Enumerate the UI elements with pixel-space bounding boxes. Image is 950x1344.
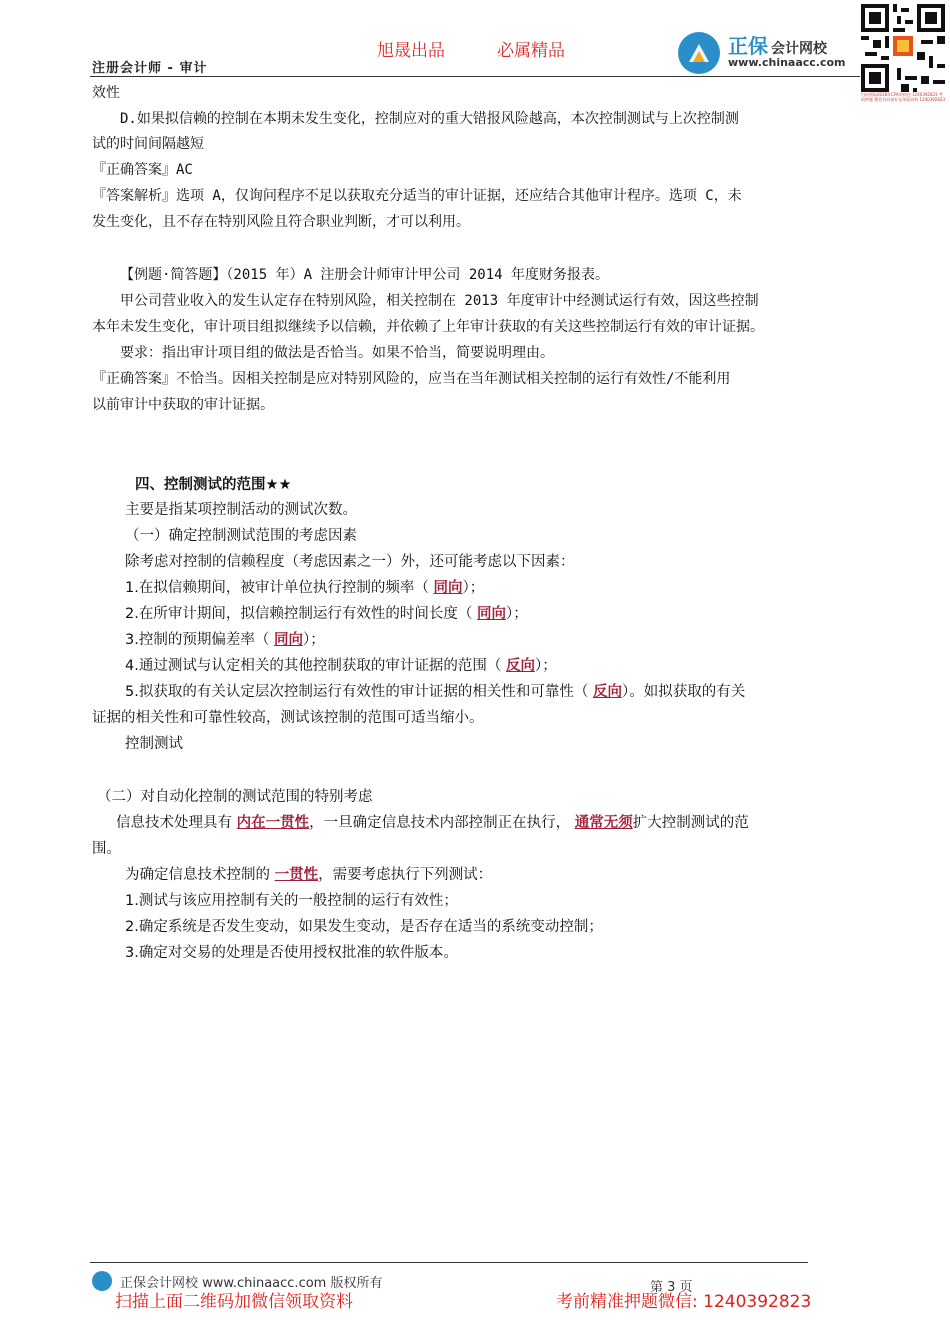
answer-keyword: 一贯性 <box>274 867 319 883</box>
footer-logo-icon <box>92 1271 112 1291</box>
paragraph-line: 主要是指某项控制活动的测试次数。 <box>125 502 357 518</box>
subsection-heading: （二）对自动化控制的测试范围的特别考虑 <box>97 789 373 805</box>
answer-keyword: 反向 <box>592 684 622 700</box>
header-slogan-2: 必属精品 <box>497 41 565 61</box>
page-number: 第 3 页 <box>650 1280 693 1295</box>
paragraph-line: 『正确答案』不恰当。因相关控制是应对特别风险的，应当在当年测试相关控制的运行有效性/不能利用 <box>92 371 731 387</box>
paragraph-line: 本年未发生变化，审计项目组拟继续予以信赖，并依赖了上年审计获取的有关这些控制运行有效的审计证据。 <box>92 319 764 335</box>
answer-keyword: 通常无须 <box>574 815 633 831</box>
paragraph-line: 信息技术处理具有 内在一贯性，一旦确定信息技术内部控制正在执行， 通常无须扩大控制测试的范 <box>116 815 749 831</box>
paragraph-line: 要求：指出审计项目组的做法是否恰当。如果不恰当，简要说明理由。 <box>120 345 554 361</box>
header-slogan-1: 旭晟出品 <box>377 41 445 61</box>
paragraph-line: 试的时间间隔越短 <box>92 136 204 152</box>
answer-keyword: 同向 <box>433 580 463 596</box>
paragraph-line: 发生变化，且不存在特别风险且符合职业判断，才可以利用。 <box>92 214 470 230</box>
example-title: 【例题·简答题】（2015 年）A 注册会计师审计甲公司 2014 年度财务报表。 <box>120 267 610 283</box>
paragraph-line: 证据的相关性和可靠性较高，测试该控制的范围可适当缩小。 <box>92 710 484 726</box>
paragraph-line: 效性 <box>92 85 120 101</box>
promo-left: 扫描上面二维码加微信领取资料 <box>115 1292 353 1312</box>
paragraph-line: 围。 <box>92 841 121 857</box>
brand-url: www.chinaacc.com <box>728 56 846 69</box>
qr-code-icon <box>861 4 945 92</box>
answer-keyword: 反向 <box>505 658 535 674</box>
factor-item: 5.拟获取的有关认定层次控制运行有效性的审计证据的相关性和可靠性（ 反向）。如拟获取的有关 <box>125 684 746 700</box>
qr-caption: 扫码领取2018年CPA资料包 1240392823 考前押题 微信扫码加好友领取资料 1240392823 <box>861 92 945 102</box>
paragraph-line: 『答案解析』选项 A，仅询问程序不足以获取充分适当的审计证据，还应结合其他审计程序。选项 C，未 <box>92 188 742 204</box>
footer-copyright: 正保会计网校 www.chinaacc.com 版权所有 <box>120 1276 383 1291</box>
test-item: 2.确定系统是否发生变动，如果发生变动，是否存在适当的系统变动控制； <box>125 919 603 935</box>
footer-divider <box>90 1262 808 1263</box>
brand-name: 正保 会计网校 <box>728 34 827 58</box>
subject-title: 注册会计师 - 审计 <box>92 61 208 76</box>
test-item: 3.确定对交易的处理是否使用授权批准的软件版本。 <box>125 945 458 961</box>
paragraph-line: D.如果拟信赖的控制在本期未发生变化，控制应对的重大错报风险越高，本次控制测试与上次控制测 <box>120 111 739 127</box>
paragraph-line: 以前审计中获取的审计证据。 <box>92 397 274 413</box>
paragraph-line: 控制测试 <box>125 736 183 752</box>
document-body <box>92 0 862 1000</box>
promo-right: 考前精准押题微信: 1240392823 <box>556 1292 812 1312</box>
subsection-heading: （一）确定控制测试范围的考虑因素 <box>125 528 357 544</box>
factor-item: 2.在所审计期间，拟信赖控制运行有效性的时间长度（ 同向）； <box>125 606 528 622</box>
paragraph-line: 除考虑对控制的信赖程度（考虑因素之一）外，还可能考虑以下因素： <box>125 554 575 570</box>
answer-keyword: 同向 <box>273 632 303 648</box>
factor-item: 3.控制的预期偏差率（ 同向）； <box>125 632 325 648</box>
factor-item: 1.在拟信赖期间，被审计单位执行控制的频率（ 同向）； <box>125 580 485 596</box>
paragraph-line: 甲公司营业收入的发生认定存在特别风险，相关控制在 2013 年度审计中经测试运行有效，因这些控制 <box>120 293 759 309</box>
answer-keyword: 内在一贯性 <box>236 815 310 831</box>
test-item: 1.测试与该应用控制有关的一般控制的运行有效性； <box>125 893 458 909</box>
section-heading: 四、控制测试的范围★★ <box>135 477 292 493</box>
factor-item: 4.通过测试与认定相关的其他控制获取的审计证据的范围（ 反向）； <box>125 658 557 674</box>
answer-label: 『正确答案』AC <box>92 162 193 178</box>
paragraph-line: 为确定信息技术控制的 一贯性，需要考虑执行下列测试： <box>125 867 493 883</box>
answer-keyword: 同向 <box>476 606 506 622</box>
